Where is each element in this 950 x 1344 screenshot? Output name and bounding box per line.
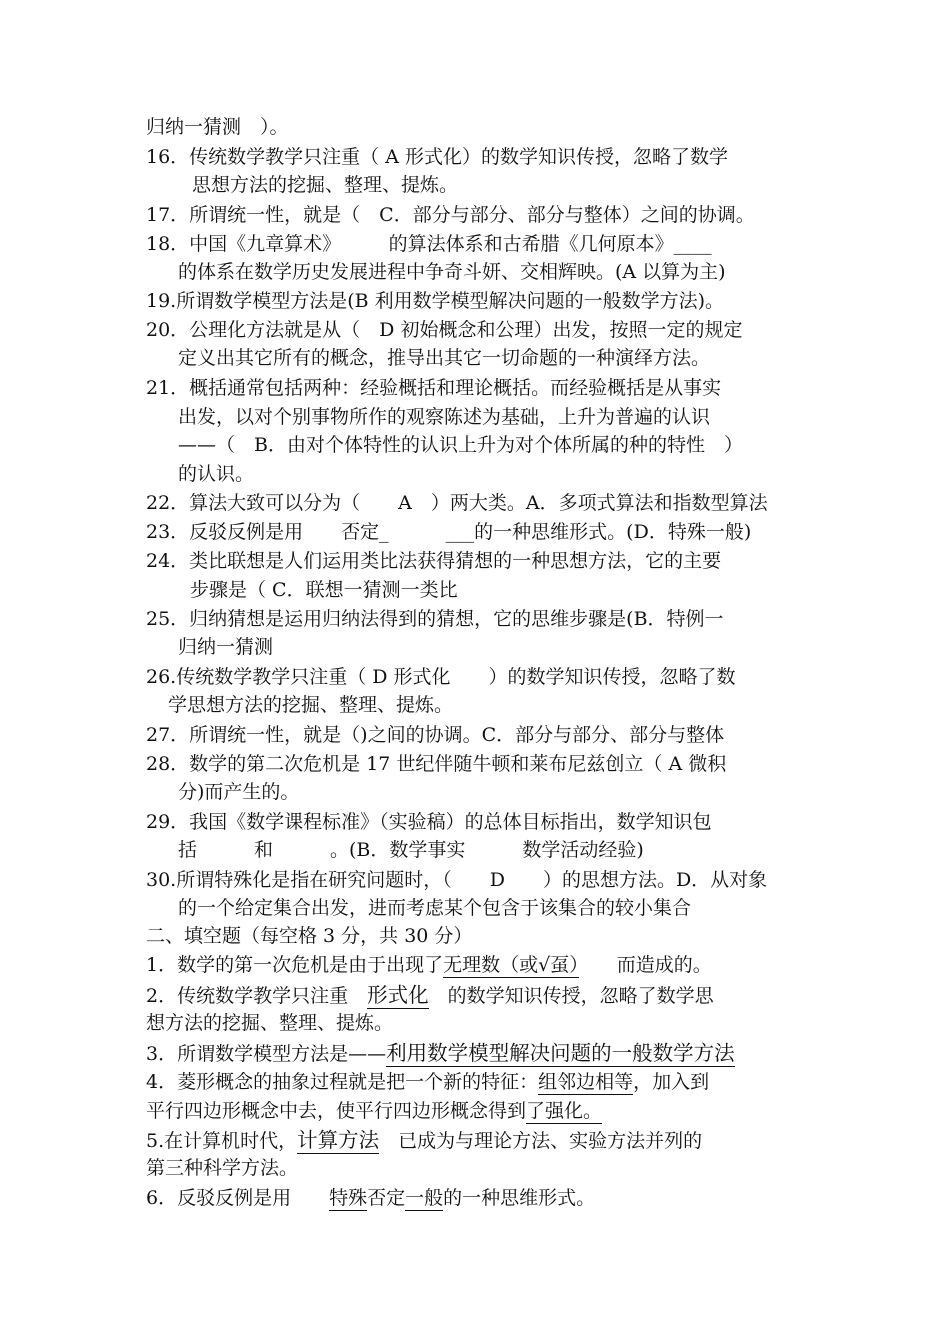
question-24-line2: 步骤是（ C．联想一猜测一类比: [190, 579, 458, 601]
question-30-line1: 30.所谓特殊化是指在研究问题时，（ D ）的思想方法。D．从对象: [146, 869, 768, 891]
fill-6-text-mid: 否定: [367, 1187, 406, 1209]
section-heading-fill-in: 二、填空题（每空格 3 分，共 30 分）: [146, 925, 473, 947]
fill-1-answer: 无理数（或√虿）: [443, 954, 579, 976]
question-21-line2: 出发，以对个别事物所作的观察陈述为基础，上升为普遍的认识: [178, 406, 711, 428]
fill-2-text-pre: 2．传统数学教学只注重: [146, 985, 368, 1007]
question-25-line1: 25．归纳猜想是运用归纳法得到的猜想，它的思维步骤是(B．特例一: [146, 608, 724, 630]
fill-6-answer-2: 一般: [405, 1187, 444, 1209]
question-16-line1: 16．传统数学教学只注重（ A 形式化）的数学知识传授，忽略了数学: [146, 146, 728, 168]
question-19: 19.所谓数学模型方法是(B 利用数学模型解决问题的一般数学方法)。: [146, 290, 725, 312]
fill-2-text-post: 的数学知识传授，忽略了数学思: [428, 985, 714, 1007]
question-25-line2: 归纳一猜测: [178, 636, 274, 658]
question-26-line2: 学思想方法的挖掘、整理、提炼。: [168, 694, 454, 716]
fill-1-text-pre: 1．数学的第一次危机是由于出现了: [146, 954, 444, 976]
question-23: 23．反驳反例是用 否定_ ___的一种思维形式。(D．特殊一般): [146, 521, 752, 543]
fill-3-text-pre: 3．所谓数学模型方法是——: [146, 1043, 387, 1065]
fill-3-answer: 利用数学模型解决问题的一般数学方法: [386, 1041, 735, 1065]
fill-4-text-post: ，加入到: [633, 1071, 710, 1093]
fill-1-text-post: 而造成的。: [578, 954, 712, 976]
question-26-line1: 26.传统数学教学只注重（ D 形式化 ）的数学知识传授，忽略了数: [146, 666, 736, 688]
question-17: 17．所谓统一性，就是（ C．部分与部分、部分与整体）之间的协调。: [146, 204, 755, 226]
question-21-line4: 的认识。: [178, 463, 255, 485]
fill-4-text-pre: 4．菱形概念的抽象过程就是把一个新的特征：: [146, 1071, 539, 1093]
fill-5-line2: 第三种科学方法。: [146, 1157, 299, 1179]
fill-4-line1: [146, 1069, 816, 1095]
question-21-line3: ——（ B．由对个体特性的认识上升为对个体所属的种的特性 ）: [178, 434, 743, 456]
question-20-line1: 20．公理化方法就是从（ D 初始概念和公理）出发，按照一定的规定: [146, 319, 743, 341]
fill-5-text-pre: 5.在计算机时代，: [146, 1130, 298, 1152]
fill-4-line2: [146, 1098, 816, 1124]
fill-5-line1: [146, 1127, 816, 1154]
question-20-line2: 定义出其它所有的概念，推导出其它一切命题的一种演绎方法。: [178, 347, 711, 369]
question-28-line2: 分)而产生的。: [178, 781, 300, 803]
fill-3: [146, 1040, 816, 1067]
question-30-line2: 的一个给定集合出发，进而考虑某个包含于该集合的较小集合: [178, 897, 692, 919]
fill-6: [146, 1185, 816, 1211]
fill-6-text-pre: 6．反驳反例是用: [146, 1187, 330, 1209]
q15-tail: 归纳一猜测 ）。: [146, 116, 289, 138]
question-18-line2: 的体系在数学历史发展进程中争奇斗妍、交相辉映。(A 以算为主): [178, 261, 726, 283]
fill-2-line2: 想方法的挖掘、整理、提炼。: [146, 1012, 394, 1034]
fill-6-answer-1: 特殊: [329, 1187, 368, 1209]
fill-2-answer: 形式化: [367, 983, 429, 1007]
fill-4-cont-underlined: 了强化。: [526, 1100, 603, 1122]
fill-4-cont-text: 平行四边形概念中去，使平行四边形概念得到: [146, 1100, 527, 1122]
question-29-line1: 29．我国《数学课程标准》（实验稿）的总体目标指出，数学知识包: [146, 811, 712, 833]
fill-5-answer: 计算方法: [297, 1128, 380, 1152]
question-29-line2: 括 和 。(B．数学事实 数学活动经验): [178, 839, 644, 861]
fill-4-answer: 组邻边相等: [538, 1071, 634, 1093]
question-16-line2: 思想方法的挖掘、整理、提炼。: [192, 174, 459, 196]
fill-2-line1: [146, 982, 816, 1009]
fill-5-text-post: 已成为与理论方法、实验方法并列的: [379, 1130, 703, 1152]
question-22: 22．算法大致可以分为（ A ）两大类。A．多项式算法和指数型算法: [146, 492, 768, 514]
question-28-line1: 28．数学的第二次危机是 17 世纪伴随牛顿和莱布尼兹创立（ A 微积: [146, 753, 727, 775]
fill-1: [146, 952, 816, 978]
fill-6-text-post: 的一种思维形式。: [443, 1187, 596, 1209]
question-24-line1: 24．类比联想是人们运用类比法获得猜想的一种思想方法，它的主要: [146, 550, 722, 572]
question-18-line1: 18．中国《九章算术》 的算法体系和古希腊《几何原本》____: [146, 233, 712, 255]
question-21-line1: 21．概括通常包括两种：经验概括和理论概括。而经验概括是从事实: [146, 377, 722, 399]
question-27: 27．所谓统一性，就是（)之间的协调。C．部分与部分、部分与整体: [146, 724, 725, 746]
